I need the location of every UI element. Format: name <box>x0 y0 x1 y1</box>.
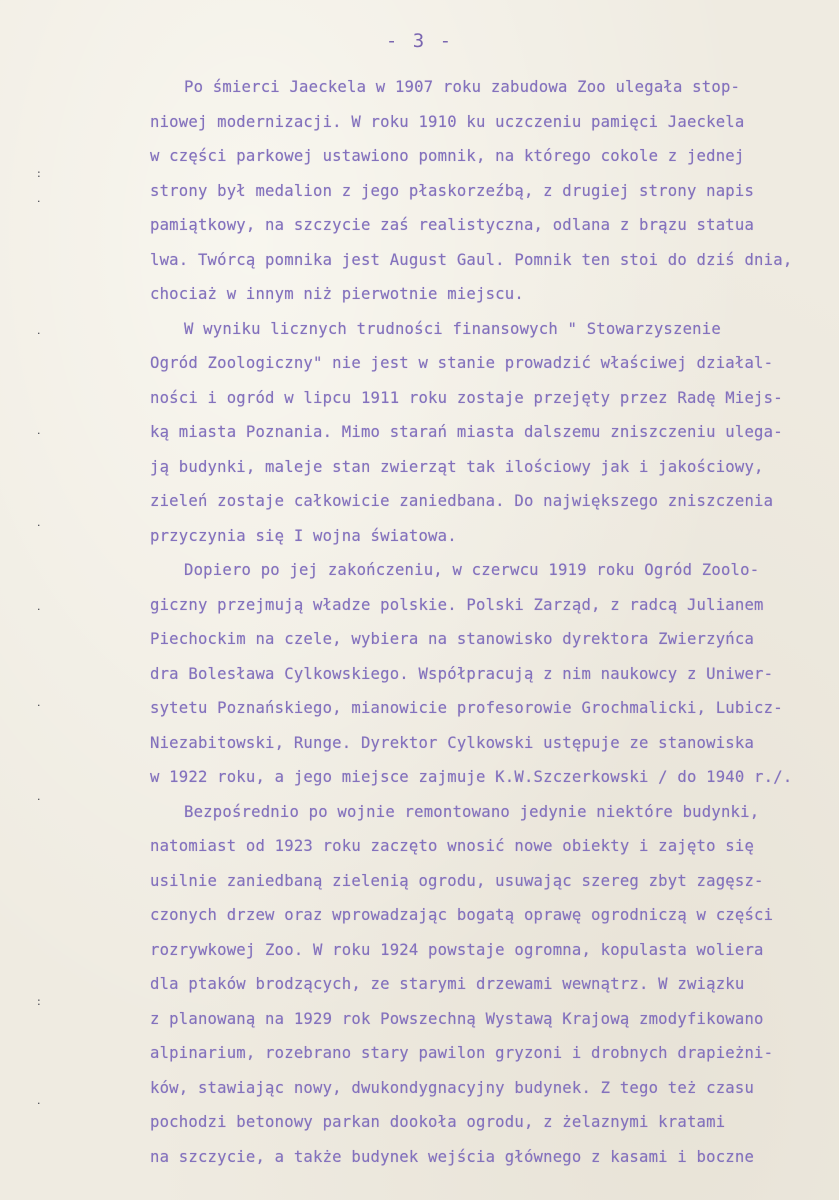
binding-hole-mark: · <box>37 603 41 616</box>
text-line: strony był medalion z jego płaskorzeźbą, z drugiej strony napis <box>150 181 755 200</box>
binding-hole-mark: · <box>37 327 41 340</box>
text-line: w 1922 roku, a jego miejsce zajmuje K.W.Szczerkowski / do 1940 r./. <box>150 768 793 786</box>
text-line: Piechockim na czele, wybiera na stanowisko dyrektora Zwierzyńca <box>150 630 755 648</box>
text-line: usilnie zaniedbaną zielenią ogrodu, usuwając szereg zbyt zagęsz- <box>150 871 764 890</box>
text-line: pochodzi betonowy parkan dookoła ogrodu, z żelaznymi kratami <box>150 1113 726 1131</box>
text-line: ności i ogród w lipcu 1911 roku zostaje przejęty przez Radę Miejs- <box>150 388 783 407</box>
text-line: Bezpośrednio po wojnie remontowano jedynie niektóre budynki, <box>184 802 760 821</box>
text-line: pamiątkowy, na szczycie zaś realistyczna, odlana z brązu statua <box>150 216 755 234</box>
binding-hole-mark: · <box>37 793 41 806</box>
text-line: ką miasta Poznania. Mimo starań miasta dalszemu zniszczeniu ulega- <box>150 423 783 441</box>
text-line: Ogród Zoologiczny" nie jest w stanie prowadzić właściwej działal- <box>150 354 774 372</box>
binding-hole-mark: · <box>37 519 41 532</box>
text-line: zieleń zostaje całkowicie zaniedbana. Do największego zniszczenia <box>150 492 774 510</box>
page-number: - 3 - <box>385 30 454 52</box>
text-line: na szczycie, a także budynek wejścia głównego z kasami i boczne <box>150 1147 755 1166</box>
body-text <box>150 70 815 1174</box>
binding-hole-mark: : <box>37 167 41 180</box>
text-line: niowej modernizacji. W roku 1910 ku uczczeniu pamięci Jaeckela <box>150 112 745 131</box>
text-line: ją budynki, maleje stan zwierząt tak ilościowy jak i jakościowy, <box>150 457 764 476</box>
text-line: natomiast od 1923 roku zaczęto wnosić nowe obiekty i zajęto się <box>150 837 755 855</box>
binding-hole-mark: : <box>37 995 41 1008</box>
text-line: z planowaną na 1929 rok Powszechną Wystawą Krajową zmodyfikowano <box>150 1009 764 1028</box>
binding-hole-mark: · <box>37 699 41 712</box>
text-line: Po śmierci Jaeckela w 1907 roku zabudowa Zoo ulegała stop- <box>184 78 741 96</box>
text-line: giczny przejmują władze polskie. Polski Zarząd, z radcą Julianem <box>150 595 764 614</box>
text-line: alpinarium, rozebrano stary pawilon gryzoni i drobnych drapieżni- <box>150 1044 774 1062</box>
text-line: rozrywkowej Zoo. W roku 1924 powstaje ogromna, kopulasta woliera <box>150 940 764 959</box>
text-line: dla ptaków brodzących, ze starymi drzewami wewnątrz. W związku <box>150 975 745 993</box>
text-line: Dopiero po jej zakończeniu, w czerwcu 1919 roku Ogród Zoolo- <box>184 561 760 579</box>
text-line: lwa. Twórcą pomnika jest August Gaul. Pomnik ten stoi do dziś dnia, <box>150 250 793 269</box>
text-line: sytetu Poznańskiego, mianowicie profesorowie Grochmalicki, Lubicz- <box>150 699 783 717</box>
text-line: dra Bolesława Cylkowskiego. Współpracują z nim naukowcy z Uniwer- <box>150 664 774 683</box>
binding-hole-mark: · <box>37 1097 41 1110</box>
text-line: przyczynia się I wojna światowa. <box>150 526 457 545</box>
text-line: Niezabitowski, Runge. Dyrektor Cylkowski ustępuje ze stanowiska <box>150 733 755 752</box>
binding-hole-mark: · <box>37 195 41 208</box>
text-line: czonych drzew oraz wprowadzając bogatą oprawę ogrodniczą w części <box>150 906 774 924</box>
text-line: ków, stawiając nowy, dwukondygnacyjny budynek. Z tego też czasu <box>150 1078 755 1097</box>
text-line: chociaż w innym niż pierwotnie miejscu. <box>150 285 524 303</box>
text-line: W wyniku licznych trudności finansowych " Stowarzyszenie <box>184 319 721 338</box>
binding-hole-mark: · <box>37 427 41 440</box>
text-line: w części parkowej ustawiono pomnik, na którego cokole z jednej <box>150 147 745 165</box>
